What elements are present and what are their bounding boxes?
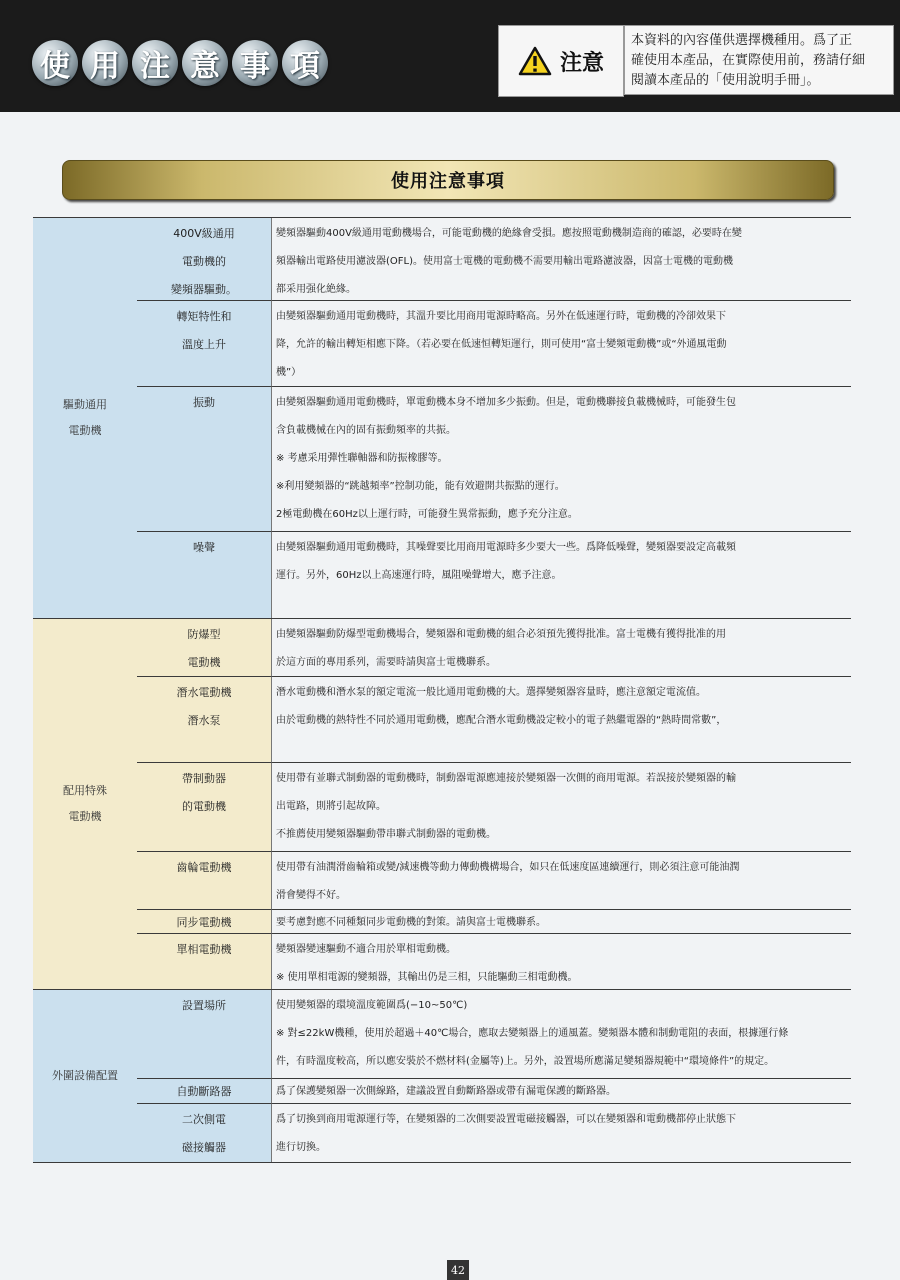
category-peripheral-setup — [33, 989, 137, 1162]
table-row-label: 轉矩特性和 溫度上升 — [137, 300, 271, 386]
category-label: 配用特殊 — [63, 783, 107, 797]
title-char: 意 — [182, 40, 228, 86]
table-row-label: 潛水電動機 潛水泵 — [137, 676, 271, 762]
table-row-description: 潛水電動機和潛水泵的額定電流一般比通用電動機的大。選擇變頻器容量時，應注意額定電流值。 由於電動機的熱特性不同於通用電動機，應配合潛水電動機設定較小的電子熱繼電器的“熱時間常數”， — [271, 676, 851, 762]
table-row-label: 自動斷路器 — [137, 1078, 271, 1103]
notice-line: 閱讀本產品的「使用說明手冊」。 — [631, 73, 820, 88]
table-row-description: 由變頻器驅動通用電動機時，單電動機本身不增加多少振動。但是，電動機聯接負載機械時，可能發生包 含負載機械在內的固有振動頻率的共振。 ※ 考慮采用彈性聯軸器和防振橡膠等。 ※利用變頻器的“跳越頻率”控制功能，能有效避開共振點的運行。 2極電動機在60Hz以上運行時，可能發生異常振動，應予充分注意。 — [271, 386, 851, 531]
table-row-label: 400V級通用 電動機的 變頻器驅動。 — [137, 217, 271, 300]
table-row-description: 要考慮對應不同種類同步電動機的對策。請與富士電機聯系。 — [271, 909, 851, 933]
category-special-motor — [33, 618, 137, 989]
table-row-label: 同步電動機 — [137, 909, 271, 933]
notice-line: 確使用本產品，在實際使用前，務請仔細 — [631, 53, 866, 68]
table-row-description: 由變頻器驅動通用電動機時，其溫升要比用商用電源時略高。另外在低速運行時，電動機的冷卻效果下 降，允許的輸出轉矩相應下降。（若必要在低速恒轉矩運行，則可使用“富士變頻電動機”或“外通風電動 機”） — [271, 300, 851, 386]
warning-triangle-icon — [518, 46, 552, 76]
page-header — [0, 0, 900, 112]
page-title — [32, 40, 328, 86]
table-row-description: 使用帶有並聯式制動器的電動機時，制動器電源應連接於變頻器一次側的商用電源。若誤接於變頻器的輸 出電路，則將引起故障。 不推薦使用變頻器驅動帶串聯式制動器的電動機。 — [271, 762, 851, 851]
table-row-label: 防爆型 電動機 — [137, 618, 271, 676]
table-row-description: 爲了切換到商用電源運行等，在變頻器的二次側要設置電磁接觸器，可以在變頻器和電動機都停止狀態下 進行切換。 — [271, 1103, 851, 1162]
title-char: 注 — [132, 40, 178, 86]
table-row-description: 由變頻器驅動防爆型電動機場合，變頻器和電動機的組合必須預先獲得批准。富士電機有獲得批准的用 於這方面的專用系列，需要時請與富士電機聯系。 — [271, 618, 851, 676]
title-char: 使 — [32, 40, 78, 86]
table-row-label: 二次側電 磁接觸器 — [137, 1103, 271, 1162]
category-label: 電動機 — [68, 423, 102, 437]
table-row-description: 使用變頻器的環境溫度範圍爲(−10~50℃) ※ 對≤22kW機種，使用於超過＋40℃場合，應取去變頻器上的通風蓋。變頻器本體和制動電阻的表面，根據運行條 件，有時溫度較高，所以應安裝於不燃材料(金屬等)上。另外，設置場所應滿足變頻器規範中“環境條件”的規定。 — [271, 989, 851, 1078]
table-row-description: 使用帶有油潤滑齒輪箱或變/減速機等動力傳動機構場合，如只在低速度區連續運行，則必須注意可能油潤 滑會變得不好。 — [271, 851, 851, 909]
title-char: 事 — [232, 40, 278, 86]
precautions-table — [33, 217, 851, 1162]
category-drive-general-motor — [33, 217, 137, 618]
notice-text — [624, 25, 894, 95]
table-section-rule — [33, 618, 851, 619]
section-title: 使用注意事項 — [62, 160, 834, 200]
table-section-rule — [33, 989, 851, 990]
table-top-rule — [33, 217, 851, 218]
table-bottom-rule — [33, 1162, 851, 1163]
table-row-label: 噪聲 — [137, 531, 271, 618]
table-row-label: 帶制動器 的電動機 — [137, 762, 271, 851]
table-row-description: 爲了保護變頻器一次側線路，建議設置自動斷路器或帶有漏電保護的斷路器。 — [271, 1078, 851, 1103]
title-char: 用 — [82, 40, 128, 86]
table-row-description: 變頻器變速驅動不適合用於單相電動機。 ※ 使用單相電源的變頻器，其輸出仍是三相，只能驅動三相電動機。 — [271, 933, 851, 989]
category-label: 外圍設備配置 — [52, 1068, 118, 1082]
caution-box — [498, 25, 624, 97]
category-label: 電動機 — [68, 809, 102, 823]
table-row-description: 由變頻器驅動通用電動機時，其噪聲要比用商用電源時多少要大一些。爲降低噪聲，變頻器要設定高載頻 運行。另外，60Hz以上高速運行時，風阻噪聲增大，應予注意。 — [271, 531, 851, 618]
table-row-description: 變頻器驅動400V級通用電動機場合，可能電動機的絶緣會受損。應按照電動機制造商的確認，必要時在變 頻器輸出電路使用濾波器(OFL)。使用富士電機的電動機不需要用輸出電路濾波器，因富士電機的電動機 都采用强化絶緣。 — [271, 217, 851, 300]
notice-line: 本資料的內容僅供選擇機種用。爲了正 — [631, 33, 853, 48]
title-char: 項 — [282, 40, 328, 86]
caution-label: 注意 — [559, 50, 604, 76]
table-row-label: 振動 — [137, 386, 271, 531]
category-label: 驅動通用 — [63, 397, 107, 411]
table-row-label: 單相電動機 — [137, 933, 271, 989]
table-row-label: 設置場所 — [137, 989, 271, 1078]
page-number: 42 — [447, 1260, 469, 1280]
table-row-label: 齒輪電動機 — [137, 851, 271, 909]
